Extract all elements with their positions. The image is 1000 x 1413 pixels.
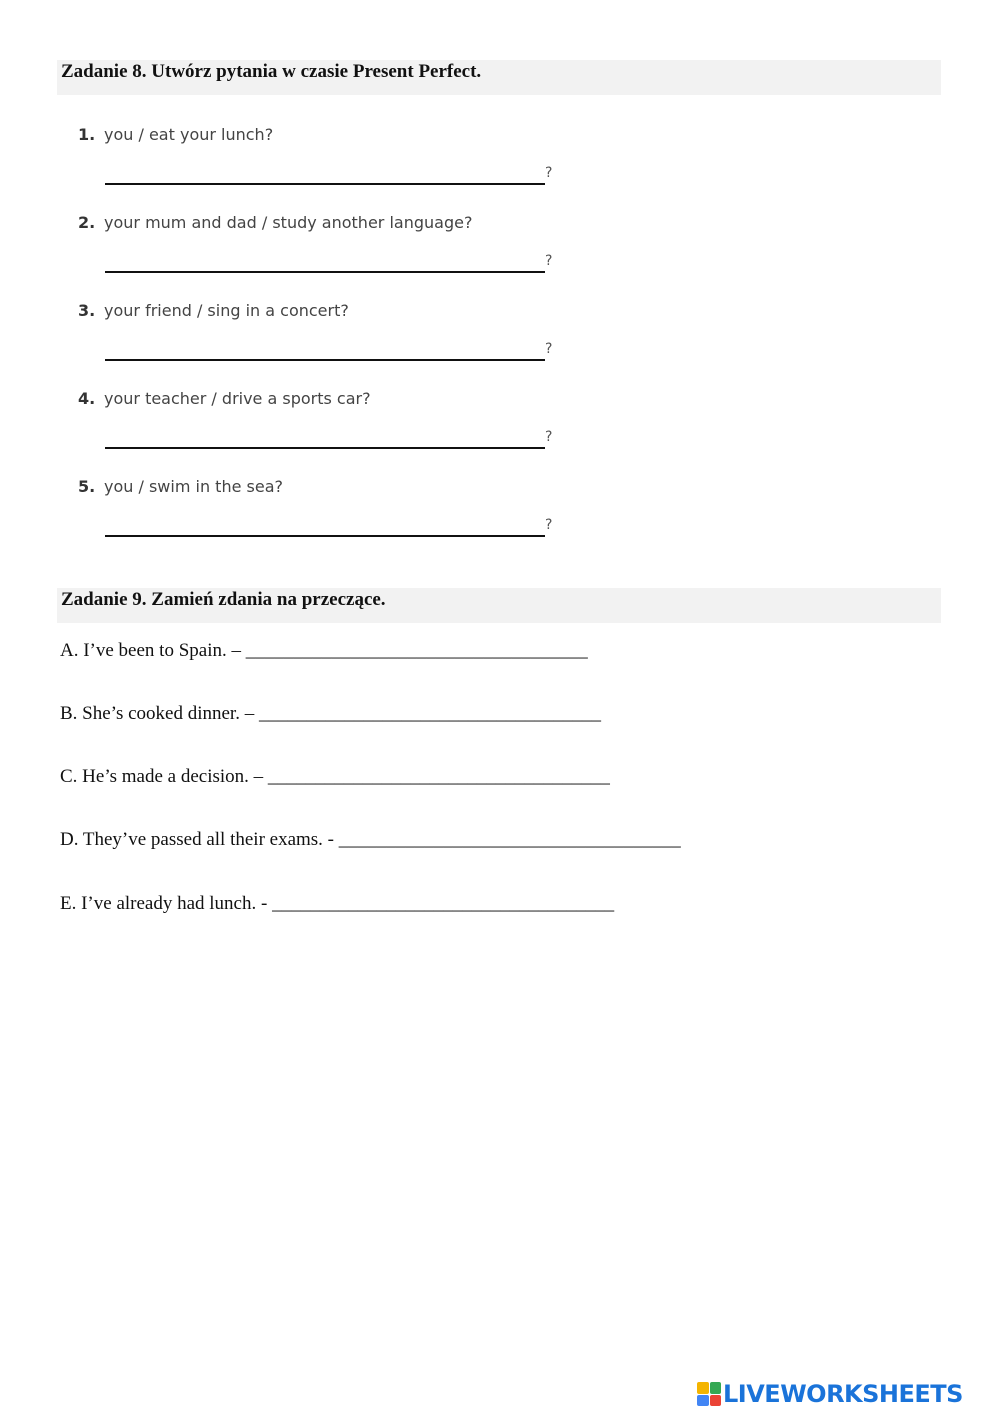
liveworksheets-logo: [697, 1380, 963, 1408]
answer-blank-e[interactable]: ____________________________________: [272, 893, 615, 914]
answer-blank-b[interactable]: ____________________________________: [258, 703, 601, 724]
item-number: 1.: [78, 125, 96, 144]
task9-sentence-b: [60, 703, 601, 725]
item-prompt: you / eat your lunch?: [104, 125, 274, 144]
logo-square: [710, 1395, 722, 1407]
logo-mark-icon: [697, 1382, 721, 1406]
task9-sentence-d: [60, 829, 681, 851]
question-mark: ?: [545, 517, 553, 533]
answer-blank-c[interactable]: ____________________________________: [267, 766, 610, 787]
question-mark: ?: [545, 341, 553, 357]
item-prompt: your mum and dad / study another language?: [104, 213, 473, 232]
sentence-text: A. I’ve been to Spain. –: [60, 640, 246, 661]
logo-text: LIVEWORKSHEETS: [723, 1380, 963, 1408]
task9-title: Zadanie 9. Zamień zdania na przeczące.: [61, 589, 386, 610]
item-prompt: you / swim in the sea?: [104, 477, 283, 496]
sentence-text: C. He’s made a decision. –: [60, 766, 268, 787]
task8-title: Zadanie 8. Utwórz pytania w czasie Present Perfect.: [61, 61, 482, 82]
logo-square: [697, 1395, 709, 1407]
item-prompt: your friend / sing in a concert?: [104, 301, 349, 320]
task8-header: [57, 60, 941, 95]
task9-sentence-e: [60, 893, 614, 915]
task8-item-5: [78, 477, 598, 557]
task8-item-1: [78, 125, 598, 205]
answer-input-4[interactable]: [105, 447, 545, 449]
item-number: 5.: [78, 477, 96, 496]
logo-square: [697, 1382, 709, 1394]
item-number: 3.: [78, 301, 96, 320]
task8-item-3: [78, 301, 598, 381]
logo-square: [710, 1382, 722, 1394]
sentence-text: E. I’ve already had lunch. -: [60, 893, 273, 914]
sentence-text: B. She’s cooked dinner. –: [60, 703, 259, 724]
item-prompt: your teacher / drive a sports car?: [104, 389, 371, 408]
task8-item-2: [78, 213, 598, 293]
task9-sentence-a: [60, 640, 588, 662]
sentence-text: D. They’ve passed all their exams. -: [60, 829, 339, 850]
answer-input-3[interactable]: [105, 359, 545, 361]
answer-blank-d[interactable]: ____________________________________: [338, 829, 681, 850]
task8-item-4: [78, 389, 598, 469]
question-mark: ?: [545, 253, 553, 269]
question-mark: ?: [545, 429, 553, 445]
answer-blank-a[interactable]: ____________________________________: [245, 640, 588, 661]
item-number: 4.: [78, 389, 96, 408]
task9-sentence-c: [60, 766, 610, 788]
item-number: 2.: [78, 213, 96, 232]
answer-input-1[interactable]: [105, 183, 545, 185]
answer-input-5[interactable]: [105, 535, 545, 537]
task9-header: [57, 588, 941, 623]
answer-input-2[interactable]: [105, 271, 545, 273]
question-mark: ?: [545, 165, 553, 181]
